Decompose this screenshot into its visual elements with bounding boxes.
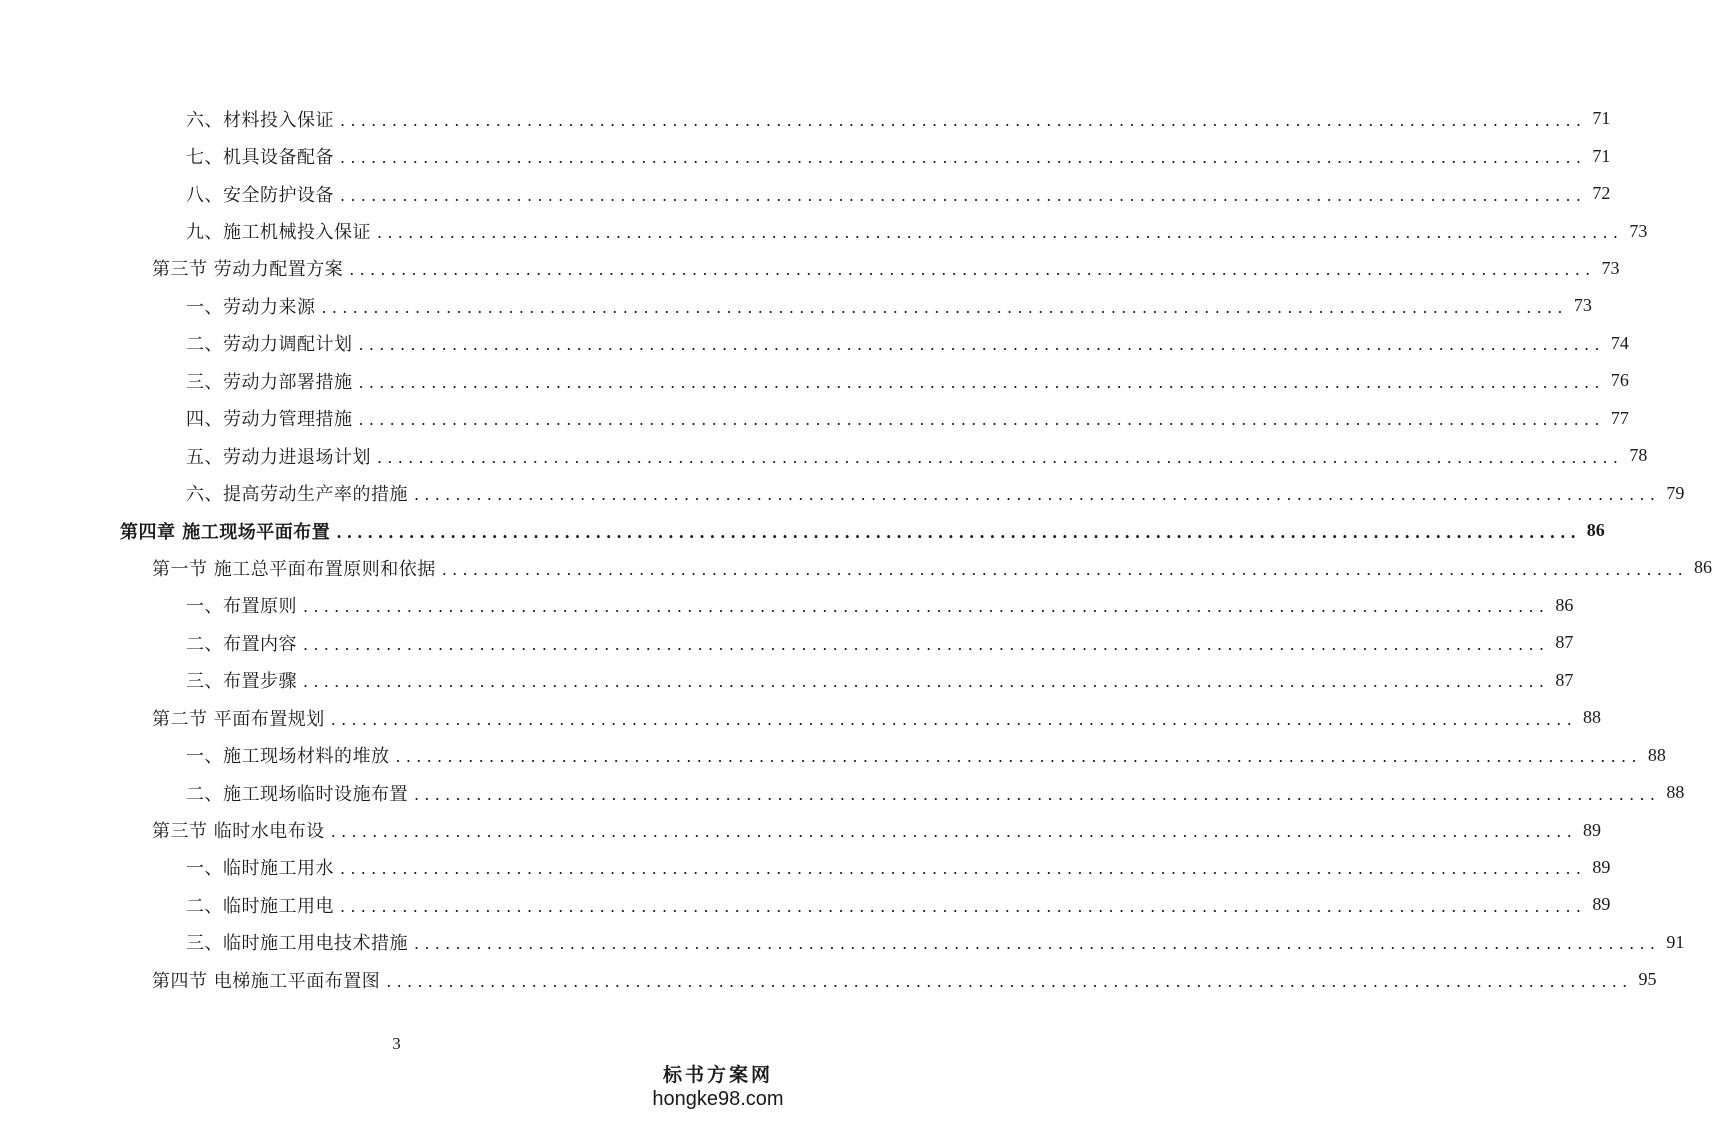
toc-entry-title: 三、劳动力部署措施 — [186, 371, 353, 393]
toc-entry-title: 第四章 施工现场平面布置 — [120, 521, 331, 543]
toc-entry-page: 73 — [1629, 220, 1648, 241]
toc-entry[interactable] — [0, 437, 1648, 474]
toc-entry-title: 一、施工现场材料的堆放 — [186, 746, 390, 768]
toc-entry-title: 五、劳动力进退场计划 — [186, 446, 371, 468]
toc-leader-dots: ........................................................................................................................ — [336, 522, 1581, 542]
toc-leader-dots: ........................................................................................................................ — [340, 859, 1587, 879]
toc-entry-page: 86 — [1586, 520, 1605, 541]
toc-section-entry[interactable] — [0, 811, 1602, 848]
toc-entry-page: 73 — [1573, 295, 1592, 316]
toc-leader-dots: ........................................................................................................................ — [377, 447, 1624, 467]
toc-leader-dots: ........................................................................................................................ — [340, 110, 1587, 130]
toc-entry-title: 第二节 平面布置规划 — [152, 708, 325, 730]
toc-entry[interactable] — [0, 886, 1611, 923]
toc-entry-page: 77 — [1610, 407, 1629, 428]
toc-entry-page: 73 — [1601, 257, 1620, 278]
toc-section-entry[interactable] — [0, 699, 1602, 736]
toc-entry-page: 72 — [1592, 183, 1611, 204]
toc-section-entry[interactable] — [0, 961, 1657, 998]
toc-entry[interactable] — [0, 362, 1629, 399]
toc-leader-dots: ........................................................................................................................ — [340, 896, 1587, 916]
toc-leader-dots: ........................................................................................................................ — [377, 223, 1624, 243]
toc-entry[interactable] — [0, 587, 1574, 624]
toc-entry[interactable] — [0, 287, 1592, 324]
toc-leader-dots: ........................................................................................................................ — [330, 822, 1578, 842]
toc-entry[interactable] — [0, 175, 1611, 212]
toc-entry[interactable] — [0, 924, 1685, 961]
toc-entry-page: 79 — [1666, 482, 1685, 503]
toc-entry[interactable] — [0, 662, 1574, 699]
toc-entry-title: 一、临时施工用水 — [186, 858, 334, 880]
toc-leader-dots: ........................................................................................................................ — [386, 971, 1633, 991]
toc-entry-page: 89 — [1592, 894, 1611, 915]
toc-entry[interactable] — [0, 774, 1685, 811]
toc-entry-page: 89 — [1592, 856, 1611, 877]
toc-entry-title: 二、临时施工用电 — [186, 895, 334, 917]
toc-section-entry[interactable] — [0, 549, 1712, 586]
toc-entry-title: 二、布置内容 — [186, 633, 297, 655]
toc-entry-page: 76 — [1610, 370, 1629, 391]
toc-leader-dots: ........................................................................................................................ — [414, 485, 1661, 505]
toc-entry-page: 88 — [1647, 744, 1666, 765]
toc-leader-dots: ........................................................................................................................ — [395, 747, 1642, 767]
watermark-logo — [648, 1063, 788, 1111]
toc-entry-page: 87 — [1555, 632, 1574, 653]
toc-entry-title: 四、劳动力管理措施 — [186, 409, 353, 431]
toc-entry-title: 二、施工现场临时设施布置 — [186, 783, 408, 805]
toc-entry-title: 一、布置原则 — [186, 596, 297, 618]
toc-entry-title: 八、安全防护设备 — [186, 184, 334, 206]
toc-entry[interactable] — [0, 736, 1666, 773]
toc-entry-title: 一、劳动力来源 — [186, 296, 316, 318]
watermark-line1: 标书方案网 — [662, 1064, 773, 1086]
toc-leader-dots: ........................................................................................................................ — [303, 634, 1550, 654]
toc-entry[interactable] — [0, 212, 1648, 249]
toc-entry-page: 88 — [1583, 707, 1602, 728]
toc-entry-title: 第三节 劳动力配置方案 — [152, 259, 344, 281]
watermark-line2: hongke98.com — [652, 1088, 784, 1110]
toc-leader-dots: ........................................................................................................................ — [349, 260, 1596, 280]
toc-entry-page: 86 — [1694, 557, 1712, 578]
toc-leader-dots: ........................................................................................................................ — [340, 148, 1587, 168]
toc-entry-title: 三、布置步骤 — [186, 671, 297, 693]
toc-entry-title: 第三节 临时水电布设 — [152, 821, 325, 843]
toc-entry-page: 78 — [1629, 445, 1648, 466]
toc-entry[interactable] — [0, 400, 1629, 437]
toc-entry-page: 74 — [1610, 332, 1629, 353]
toc-entry-page: 86 — [1555, 594, 1574, 615]
toc-entry[interactable] — [0, 849, 1611, 886]
toc-entry[interactable] — [0, 474, 1685, 511]
toc-leader-dots: ........................................................................................................................ — [358, 410, 1605, 430]
toc-leader-dots: ........................................................................................................................ — [441, 559, 1689, 579]
toc-entry[interactable] — [0, 624, 1574, 661]
toc-leader-dots: ........................................................................................................................ — [358, 372, 1605, 392]
table-of-contents — [0, 100, 1712, 999]
toc-entry-title: 第四节 电梯施工平面布置图 — [152, 970, 381, 992]
toc-leader-dots: ........................................................................................................................ — [340, 185, 1587, 205]
toc-leader-dots: ........................................................................................................................ — [414, 784, 1661, 804]
toc-entry-title: 七、机具设备配备 — [186, 147, 334, 169]
toc-entry-page: 95 — [1638, 969, 1657, 990]
toc-entry[interactable] — [0, 100, 1611, 137]
toc-section-entry[interactable] — [0, 250, 1620, 287]
toc-entry-title: 六、提高劳动生产率的措施 — [186, 484, 408, 506]
toc-entry-page: 71 — [1592, 145, 1611, 166]
toc-entry-title: 三、临时施工用电技术措施 — [186, 933, 408, 955]
toc-entry-page: 91 — [1666, 931, 1685, 952]
toc-entry-title: 九、施工机械投入保证 — [186, 222, 371, 244]
toc-entry-page: 88 — [1666, 782, 1685, 803]
page-number: 3 — [392, 1034, 401, 1053]
toc-entry-page: 89 — [1583, 819, 1602, 840]
toc-entry-page: 87 — [1555, 669, 1574, 690]
toc-leader-dots: ........................................................................................................................ — [358, 335, 1605, 355]
toc-entry-title: 第一节 施工总平面布置原则和依据 — [152, 558, 436, 580]
toc-entry-page: 71 — [1592, 108, 1611, 129]
toc-chapter-entry[interactable] — [0, 512, 1605, 549]
toc-leader-dots: ........................................................................................................................ — [414, 934, 1661, 954]
toc-entry[interactable] — [0, 137, 1611, 174]
toc-entry-title: 二、劳动力调配计划 — [186, 334, 353, 356]
toc-leader-dots: ........................................................................................................................ — [303, 597, 1550, 617]
toc-leader-dots: ........................................................................................................................ — [330, 709, 1578, 729]
toc-leader-dots: ........................................................................................................................ — [303, 672, 1550, 692]
toc-entry-title: 六、材料投入保证 — [186, 109, 334, 131]
toc-entry[interactable] — [0, 325, 1629, 362]
toc-leader-dots: ........................................................................................................................ — [321, 297, 1568, 317]
